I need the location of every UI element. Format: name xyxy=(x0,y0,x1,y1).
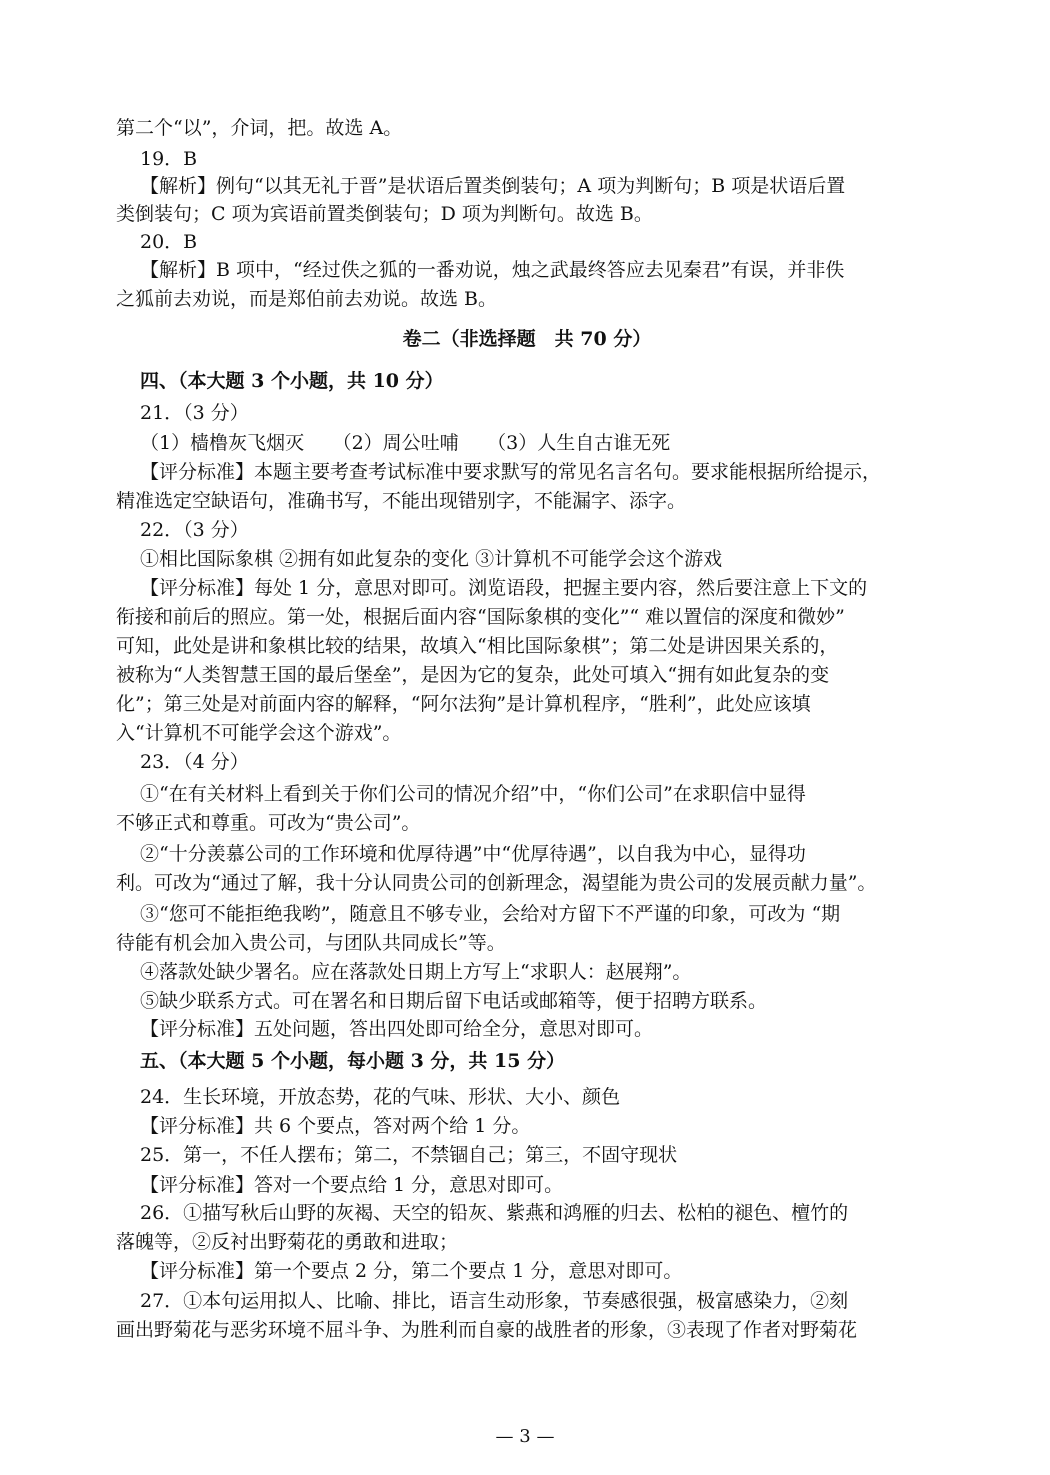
text-line: ③“您可不能拒绝我哟”，随意且不够专业，会给对方留下不严谨的印象，可改为 “期 xyxy=(140,903,841,925)
text-line: ⑤缺少联系方式。可在署名和日期后留下电话或邮箱等，便于招聘方联系。 xyxy=(140,990,768,1012)
answer-20: 20．B xyxy=(140,231,198,253)
text-line: 第二个“以”，介词，把。故选 A。 xyxy=(116,117,403,139)
text-line: ④落款处缺少署名。应在落款处日期上方写上“求职人：赵展翔”。 xyxy=(140,961,692,983)
text-line: （1）樯橹灰飞烟灭 （2）周公吐哺 （3）人生自古谁无死 xyxy=(140,432,671,454)
question-23: 23．（4 分） xyxy=(140,751,249,773)
text-line: 【解析】B 项中，“经过佚之狐的一番劝说，烛之武最终答应去见秦君”有误，并非佚 xyxy=(140,259,845,281)
text-line: 衔接和前后的照应。第一处，根据后面内容“国际象棋的变化”“ 难以置信的深度和微妙” xyxy=(116,606,845,628)
answer-27: 27．①本句运用拟人、比喻、排比，语言生动形象，节奏感很强，极富感染力，②刻 xyxy=(140,1290,849,1312)
text-line: 不够正式和尊重。可改为“贵公司”。 xyxy=(116,812,421,834)
answer-26: 26．①描写秋后山野的灰褐、天空的铅灰、紫燕和鸿雁的归去、松柏的褪色、檀竹的 xyxy=(140,1202,849,1224)
text-line: 化”；第三处是对前面内容的解释，“阿尔法狗”是计算机程序，“胜利”，此处应该填 xyxy=(116,693,811,715)
page-number: — 3 — xyxy=(495,1426,555,1447)
text-line: 【评分标准】第一个要点 2 分，第二个要点 1 分，意思对即可。 xyxy=(140,1260,683,1282)
text-line: 入“计算机不可能学会这个游戏”。 xyxy=(116,722,402,744)
text-line: 利。可改为“通过了解，我十分认同贵公司的创新理念，渴望能为贵公司的发展贡献力量”。 xyxy=(116,872,877,894)
text-line: 被称为“人类智慧王国的最后堡垒”，是因为它的复杂，此处可填入“拥有如此复杂的变 xyxy=(116,664,830,686)
section-heading: 卷二（非选择题 共 70 分） xyxy=(402,328,652,350)
text-line: 【评分标准】本题主要考查考试标准中要求默写的常见名言名句。要求能根据所给提示， xyxy=(140,461,882,483)
text-line: 【评分标准】共 6 个要点，答对两个给 1 分。 xyxy=(140,1115,531,1137)
text-line: 【解析】例句“以其无礼于晋”是状语后置类倒装句；A 项为判断句；B 项是状语后置 xyxy=(140,175,846,197)
text-line: 之狐前去劝说，而是郑伯前去劝说。故选 B。 xyxy=(116,288,498,310)
text-line: 【评分标准】答对一个要点给 1 分，意思对即可。 xyxy=(140,1174,564,1196)
text-line: ①相比国际象棋 ②拥有如此复杂的变化 ③计算机不可能学会这个游戏 xyxy=(140,548,723,570)
text-line: 类倒装句；C 项为宾语前置类倒装句；D 项为判断句。故选 B。 xyxy=(116,203,653,225)
text-line: 画出野菊花与恶劣环境不屈斗争、为胜利而自豪的战胜者的形象，③表现了作者对野菊花 xyxy=(116,1319,858,1341)
answer-25: 25．第一，不任人摆布；第二，不禁锢自己；第三，不固守现状 xyxy=(140,1144,678,1166)
text-line: ②“十分羡慕公司的工作环境和优厚待遇”中“优厚待遇”，以自我为中心，显得功 xyxy=(140,843,806,865)
text-line: 【评分标准】每处 1 分，意思对即可。浏览语段，把握主要内容，然后要注意上下文的 xyxy=(140,577,868,599)
answer-24: 24．生长环境，开放态势，花的气味、形状、大小、颜色 xyxy=(140,1086,621,1108)
text-line: 待能有机会加入贵公司，与团队共同成长”等。 xyxy=(116,932,506,954)
text-line: 可知，此处是讲和象棋比较的结果，故填入“相比国际象棋”；第二处是讲因果关系的， xyxy=(116,635,839,657)
text-line: 落魄等，②反衬出野菊花的勇敢和进取； xyxy=(116,1231,459,1253)
answer-19: 19．B xyxy=(140,148,198,170)
text-line: 精准选定空缺语句，准确书写，不能出现错别字，不能漏字、添字。 xyxy=(116,490,687,512)
question-22: 22．（3 分） xyxy=(140,519,249,541)
text-line: ①“在有关材料上看到关于你们公司的情况介绍”中，“你们公司”在求职信中显得 xyxy=(140,783,806,805)
part-heading: 四、（本大题 3 个小题，共 10 分） xyxy=(140,370,444,392)
text-line: 【评分标准】五处问题，答出四处即可给全分，意思对即可。 xyxy=(140,1018,654,1040)
question-21: 21．（3 分） xyxy=(140,402,249,424)
part-heading: 五、（本大题 5 个小题，每小题 3 分，共 15 分） xyxy=(140,1050,566,1072)
